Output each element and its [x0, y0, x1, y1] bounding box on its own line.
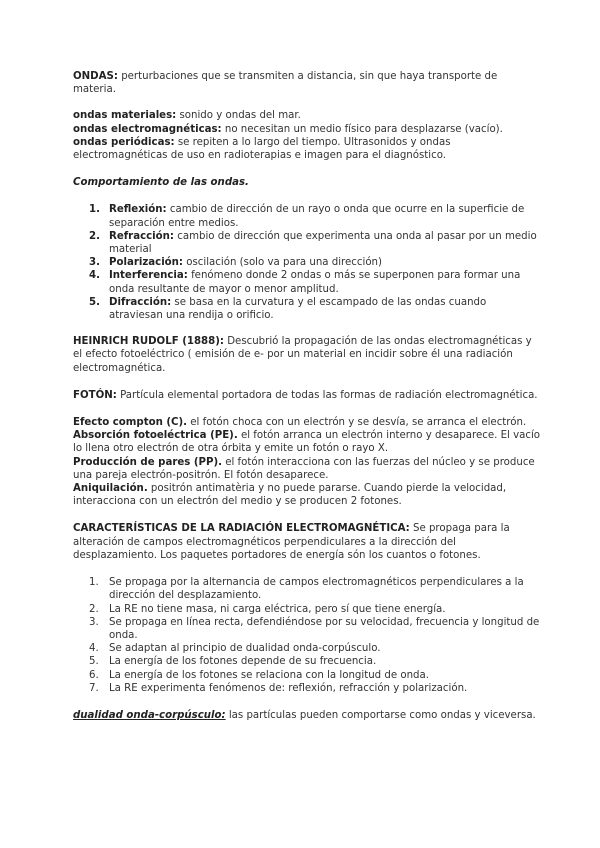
list-text: cambio de dirección que experimenta una onda al pasar por un medio material: [109, 230, 537, 256]
effect-text: el fotón arranca un electrón interno y desaparece. El vacío lo llena otro electrón de otra órbita y emite un fotón o rayo X.: [73, 430, 541, 455]
list-text: oscilación (solo va para una dirección): [183, 257, 382, 269]
list-item: [73, 230, 540, 256]
effect-text: el fotón interacciona con las fuerzas del núcleo y se produce una pareja electrón-positrón. El fotón desaparece.: [73, 456, 535, 481]
wave-type-text: no necesitan un medio físico para desplazarse (vacío).: [221, 123, 503, 135]
effect-item: [73, 416, 540, 429]
ondas-term: ONDAS:: [73, 71, 118, 82]
list-item: [73, 616, 540, 642]
list-item: [73, 296, 540, 322]
list-text: La RE experimenta fenómenos de: reflexión, refracción y polarización.: [109, 682, 468, 694]
list-text: Se propaga por la alternancia de campos electromagnéticos perpendiculares a la dirección del desplazamiento.: [109, 577, 524, 602]
list-number: 2.: [89, 230, 100, 242]
list-term: Interferencia:: [109, 270, 188, 282]
list-number: 2.: [89, 603, 99, 615]
effect-term: Efecto compton (C).: [73, 417, 188, 429]
foton-term: FOTÓN:: [73, 389, 117, 401]
effect-term: Producción de pares (PP).: [73, 456, 222, 468]
effect-term: Aniquilación.: [73, 483, 148, 495]
list-text: La RE no tiene masa, ni carga eléctrica, pero sí que tiene energía.: [109, 603, 446, 615]
characteristics-term: CARACTERÍSTICAS DE LA RADIACIÓN ELECTROMAGNÉTICA:: [73, 523, 410, 535]
list-number: 1.: [89, 577, 99, 589]
list-text: Se propaga en línea recta, defendiéndose por su velocidad, frecuencia y longitud de onda.: [109, 616, 540, 641]
wave-types: [73, 109, 540, 162]
list-item: [73, 269, 540, 295]
wave-type-term: ondas periódicas:: [73, 136, 175, 148]
dualidad-term: dualidad onda-corpúsculo:: [73, 709, 226, 721]
list-term: Difracción:: [109, 296, 172, 308]
list-item: [73, 642, 540, 655]
list-text: La energía de los fotones depende de su frecuencia.: [109, 656, 377, 668]
wave-type-text: se repiten a lo largo del tiempo. Ultrasonidos y ondas electromagnéticas de uso en radioterapias e imagen para el diagnóstico.: [73, 136, 451, 162]
ondas-definition: [73, 70, 540, 96]
dualidad-paragraph: [73, 709, 540, 722]
effect-item: [73, 482, 540, 508]
list-item: [73, 576, 540, 602]
characteristics-text: Se propaga para la alteración de campos electromagnéticos perpendiculares a la dirección del desplazamiento. Los paquetes portadores de energía són los cuantos o fotones.: [73, 523, 510, 561]
ondas-text: perturbaciones que se transmiten a distancia, sin que haya transporte de materia.: [73, 71, 498, 96]
wave-type-item: [73, 109, 540, 122]
list-number: 1.: [89, 204, 100, 216]
list-item: [73, 203, 540, 229]
effect-term: Absorción fotoeléctrica (PE).: [73, 430, 238, 442]
list-item: [73, 669, 540, 682]
hertz-paragraph: [73, 335, 540, 375]
effect-text: positrón antimatèria y no puede pararse. Cuando pierde la velocidad, interacciona con un electrón del medio y se producen 2 fotones.: [73, 483, 507, 508]
effect-text: el fotón choca con un electrón y se desvía, se arranca el electrón.: [187, 417, 527, 429]
hertz-text: Descubrió la propagación de las ondas electromagnéticas y el efecto fotoeléctrico ( emisión de e- por un material en incidir sobre él una radiación electromagnética.: [73, 336, 532, 374]
list-term: Polarización:: [109, 257, 184, 269]
effect-item: [73, 456, 540, 482]
effect-item: [73, 429, 540, 455]
list-number: 3.: [89, 257, 100, 269]
wave-type-item: [73, 123, 540, 136]
wave-type-text: sonido y ondas del mar.: [176, 110, 301, 122]
list-item: [73, 682, 540, 695]
list-text: fenómeno donde 2 ondas o más se superponen para formar una onda resultante de mayor o menor amplitud.: [109, 270, 521, 295]
behaviour-list: [73, 203, 540, 322]
behaviour-title: Comportamiento de las ondas.: [73, 177, 249, 189]
foton-paragraph: [73, 389, 540, 402]
list-number: 4.: [89, 643, 99, 655]
list-number: 7.: [89, 682, 99, 694]
list-text: Se adaptan al principio de dualidad onda-corpúsculo.: [109, 643, 381, 655]
effects-block: [73, 416, 540, 508]
wave-type-term: ondas electromagnéticas:: [73, 123, 222, 135]
list-text: cambio de dirección de un rayo o onda que ocurre en la superficie de separación entre medios.: [109, 204, 525, 229]
list-text: La energía de los fotones se relaciona con la longitud de onda.: [109, 669, 429, 681]
list-item: [73, 256, 540, 269]
dualidad-text: las partículas pueden comportarse como ondas y viceversa.: [225, 709, 536, 721]
wave-type-term: ondas materiales:: [73, 110, 177, 122]
list-term: Reflexión:: [109, 204, 167, 216]
list-number: 5.: [89, 656, 99, 668]
characteristics-list: [73, 576, 540, 695]
list-text: se basa en la curvatura y el escampado de las ondas cuando atraviesan una rendija o orificio.: [109, 296, 487, 322]
wave-type-item: [73, 136, 540, 162]
list-item: [73, 603, 540, 616]
hertz-term: HEINRICH RUDOLF (1888):: [73, 336, 224, 348]
list-number: 5.: [89, 296, 100, 308]
list-number: 6.: [89, 669, 99, 681]
list-item: [73, 655, 540, 668]
list-number: 4.: [89, 270, 100, 282]
list-term: Refracción:: [109, 230, 174, 242]
characteristics-paragraph: [73, 522, 540, 562]
foton-text: Partícula elemental portadora de todas las formas de radiación electromagnética.: [116, 389, 538, 401]
list-number: 3.: [89, 616, 99, 628]
